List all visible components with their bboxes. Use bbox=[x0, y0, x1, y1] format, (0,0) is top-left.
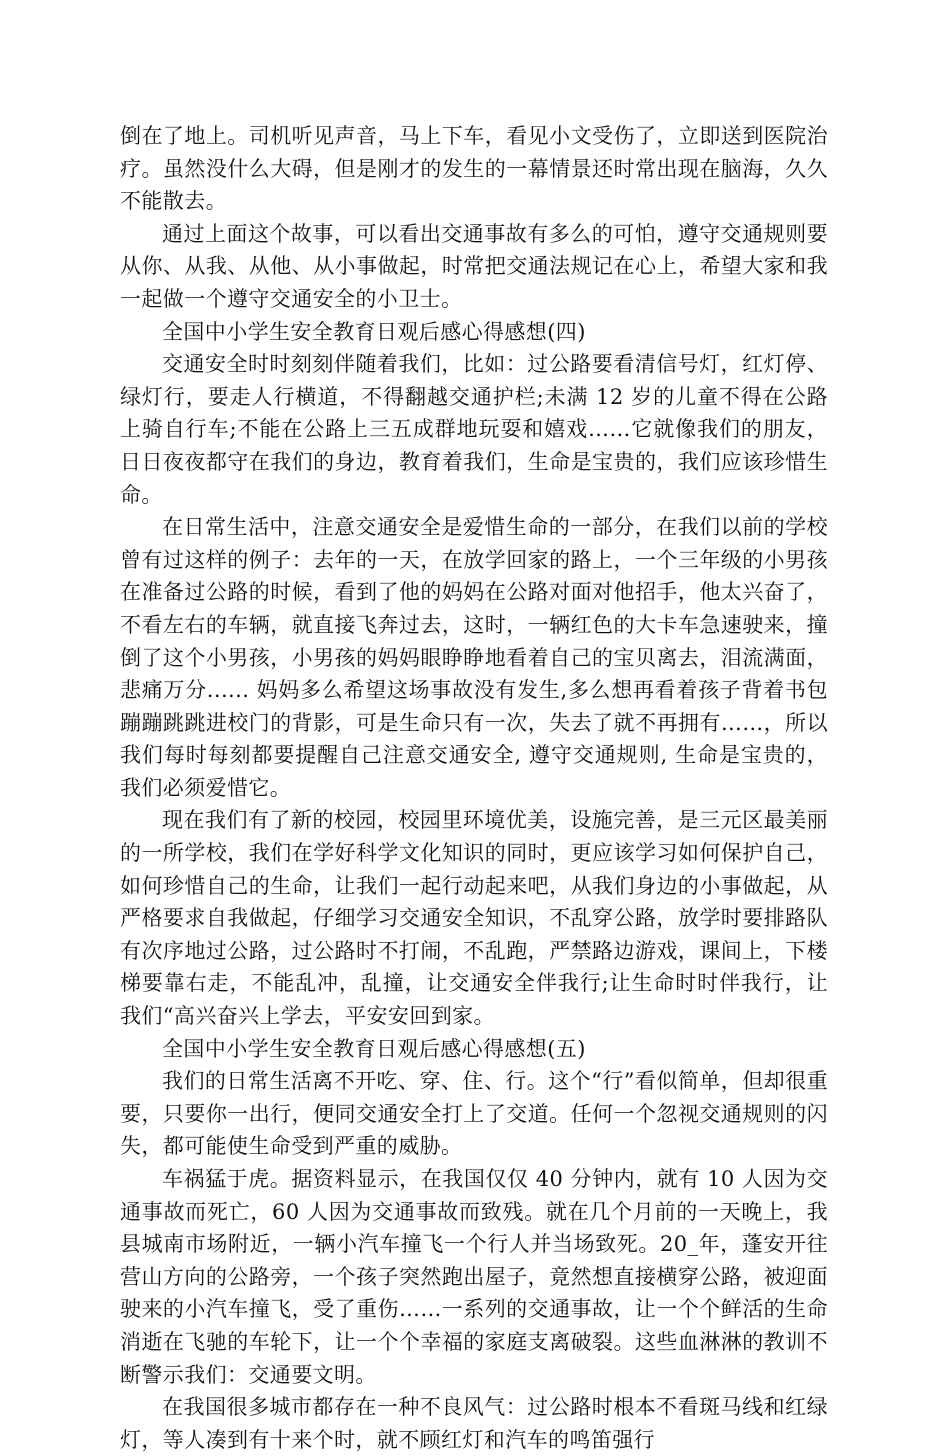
section-heading-4: 全国中小学生安全教育日观后感心得感想(四) bbox=[162, 319, 586, 344]
document-body bbox=[120, 120, 828, 1456]
paragraph-3: 交通安全时时刻刻伴随着我们，比如：过公路要看清信号灯，红灯停、绿灯行，要走人行横道，不得翻越交通护栏;未满 12 岁的儿童不得在公路上骑自行车;不能在公路上三五成群地玩耍和嬉戏……它就像我们的朋友，日日夜夜都守在我们的身边，教育着我们，生命是宝贵的，我们应该珍惜生命。 bbox=[120, 352, 828, 507]
paragraph-8: 在我国很多城市都存在一种不良风气：过公路时根本不看斑马线和红绿灯，等人凑到有十来个时，就不顾红灯和汽车的鸣笛强行 bbox=[120, 1395, 828, 1452]
section-heading-5: 全国中小学生安全教育日观后感心得感想(五) bbox=[162, 1036, 586, 1061]
paragraph-1: 倒在了地上。司机听见声音，马上下车，看见小文受伤了，立即送到医院治疗。虽然没什么大碍，但是刚才的发生的一幕情景还时常出现在脑海，久久不能散去。 bbox=[120, 124, 828, 214]
paragraph-7: 车祸猛于虎。据资料显示，在我国仅仅 40 分钟内，就有 10 人因为交通事故而死亡，60 人因为交通事故而致残。就在几个月前的一天晚上，我县城南市场附近，一辆小汽车撞飞一个行人并当场致死。20_年，蓬安开往营山方向的公路旁，一个孩子突然跑出屋子，竟然想直接横穿公路，被迎面驶来的小汽车撞飞，受了重伤……一系列的交通事故，让一个个鲜活的生命消逝在飞驰的车轮下，让一个个幸福的家庭支离破裂。这些血淋淋的教训不断警示我们：交通要文明。 bbox=[120, 1167, 828, 1387]
paragraph-2: 通过上面这个故事，可以看出交通事故有多么的可怕，遵守交通规则要从你、从我、从他、从小事做起，时常把交通法规记在心上，希望大家和我一起做一个遵守交通安全的小卫士。 bbox=[120, 221, 828, 311]
paragraph-4: 在日常生活中，注意交通安全是爱惜生命的一部分，在我们以前的学校曾有过这样的例子：去年的一天，在放学回家的路上，一个三年级的小男孩在准备过公路的时候，看到了他的妈妈在公路对面对他招手，他太兴奋了，不看左右的车辆，就直接飞奔过去，这时，一辆红色的大卡车急速驶来，撞倒了这个小男孩，小男孩的妈妈眼睁睁地看着自己的宝贝离去，泪流满面，悲痛万分...... 妈妈多么希望这场事故没有发生,多么想再看着孩子背着书包蹦蹦跳跳进校门的背影，可是生命只有一次，失去了就不再拥有……，所以我们每时每刻都要提醒自己注意交通安全, 遵守交通规则, 生命是宝贵的，我们必须爱惜它。 bbox=[120, 515, 828, 800]
paragraph-6: 我们的日常生活离不开吃、穿、住、行。这个“行”看似简单，但却很重要，只要你一出行，便同交通安全打上了交道。任何一个忽视交通规则的闪失，都可能使生命受到严重的威胁。 bbox=[120, 1069, 828, 1159]
paragraph-5: 现在我们有了新的校园，校园里环境优美，设施完善，是三元区最美丽的一所学校，我们在学好科学文化知识的同时，更应该学习如何保护自己，如何珍惜自己的生命，让我们一起行动起来吧，从我们身边的小事做起，从严格要求自我做起，仔细学习交通安全知识，不乱穿公路，放学时要排路队有次序地过公路，过公路时不打闹，不乱跑，严禁路边游戏，课间上，下楼梯要靠右走，不能乱冲，乱撞，让交通安全伴我行;让生命时时伴我行，让我们“高兴奋兴上学去，平安安回到家。 bbox=[120, 808, 828, 1029]
